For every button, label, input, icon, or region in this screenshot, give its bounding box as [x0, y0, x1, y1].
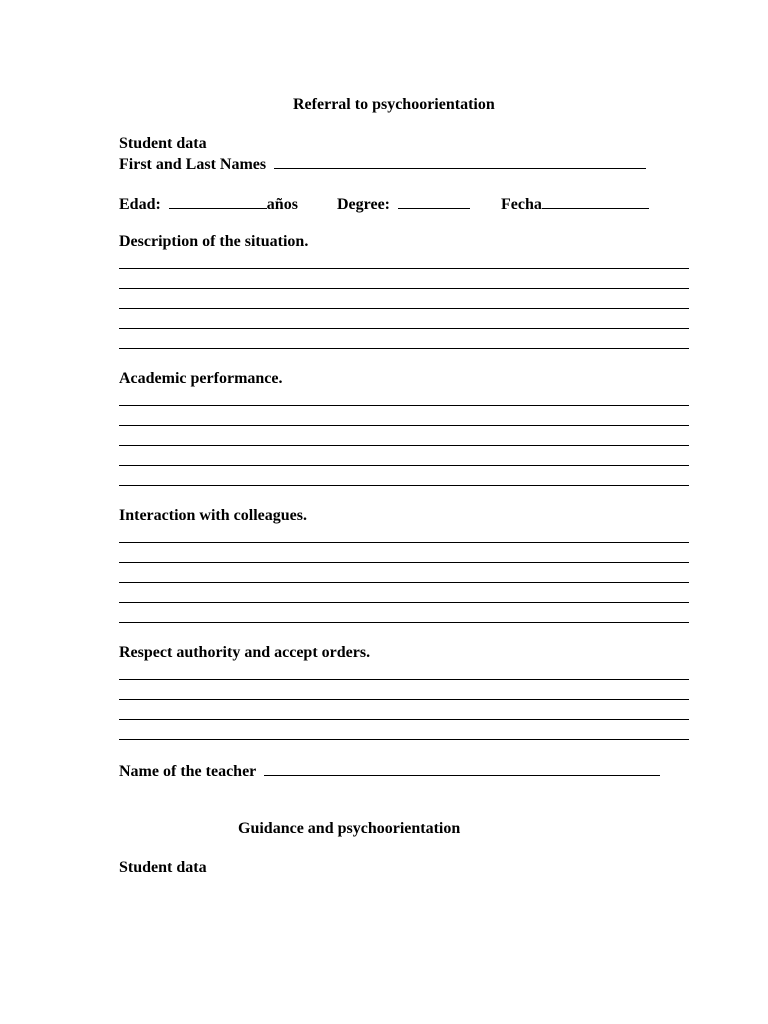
answer-line[interactable] [119, 405, 689, 406]
section-heading-respect: Respect authority and accept orders. [119, 644, 371, 661]
degree-row [337, 194, 470, 214]
age-label: Edad: [119, 196, 161, 213]
answer-line[interactable] [119, 739, 689, 740]
form-title: Referral to psychoorientation [293, 96, 495, 113]
answer-line[interactable] [119, 425, 689, 426]
age-row [119, 194, 298, 214]
answer-line[interactable] [119, 622, 689, 623]
answer-line[interactable] [119, 602, 689, 603]
section-heading-description: Description of the situation. [119, 233, 309, 250]
names-row [119, 154, 646, 174]
section-heading-interaction: Interaction with colleagues. [119, 507, 307, 524]
date-field[interactable] [542, 194, 649, 209]
names-field[interactable] [274, 154, 646, 169]
teacher-row [119, 761, 660, 781]
answer-line[interactable] [119, 679, 689, 680]
age-unit: años [266, 196, 298, 213]
date-label: Fecha [501, 196, 542, 213]
answer-line[interactable] [119, 445, 689, 446]
names-label: First and Last Names [119, 156, 267, 173]
degree-field[interactable] [398, 194, 470, 209]
answer-line[interactable] [119, 542, 689, 543]
teacher-label: Name of the teacher [119, 763, 256, 780]
answer-line[interactable] [119, 719, 689, 720]
answer-line[interactable] [119, 699, 689, 700]
answer-line[interactable] [119, 288, 689, 289]
section-heading-academic: Academic performance. [119, 370, 283, 387]
answer-line[interactable] [119, 582, 689, 583]
date-row [501, 194, 649, 214]
answer-line[interactable] [119, 348, 689, 349]
answer-line[interactable] [119, 328, 689, 329]
degree-label: Degree: [337, 196, 390, 213]
answer-line[interactable] [119, 308, 689, 309]
age-field[interactable] [169, 194, 267, 209]
teacher-name-field[interactable] [264, 761, 660, 776]
answer-line[interactable] [119, 465, 689, 466]
answer-line[interactable] [119, 268, 689, 269]
second-form-title: Guidance and psychoorientation [238, 820, 461, 837]
second-student-data-heading: Student data [119, 859, 207, 876]
student-data-heading: Student data [119, 135, 207, 152]
answer-line[interactable] [119, 485, 689, 486]
answer-line[interactable] [119, 562, 689, 563]
